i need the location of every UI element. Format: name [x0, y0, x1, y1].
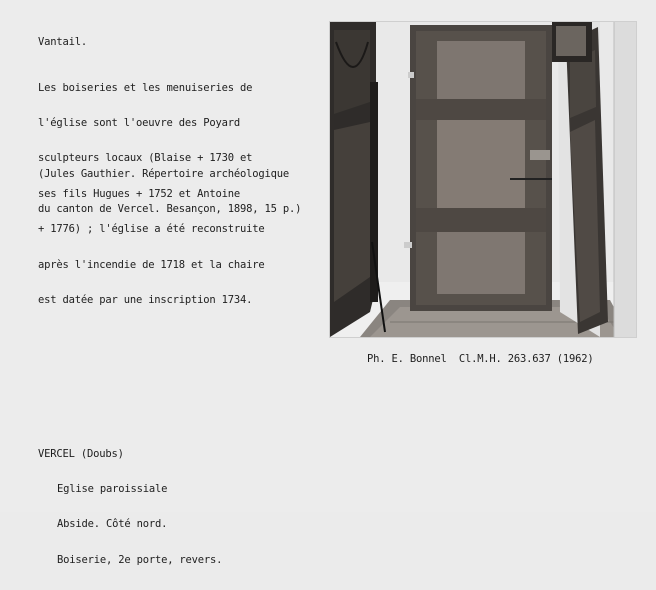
citation-line: (Jules Gauthier. Répertoire archéologique [38, 167, 289, 180]
place-name: VERCEL (Doubs) [38, 447, 124, 460]
description-line: l'église sont l'oeuvre des Poyard [38, 116, 241, 129]
description-line: Les boiseries et les menuiseries de [38, 81, 253, 94]
description-line: + 1776) ; l'église a été reconstruite [38, 223, 265, 236]
description-line: sculpteurs locaux (Blaise + 1730 et [38, 152, 253, 165]
description-line: après l'incendie de 1718 et la chaire [38, 258, 265, 271]
location-block [38, 425, 222, 590]
citation-line: du canton de Vercel. Besançon, 1898, 15 p.) [38, 202, 302, 215]
card-title: Vantail. [38, 36, 87, 48]
door-photograph [329, 21, 637, 338]
object-name: Boiserie, 2e porte, revers. [57, 553, 223, 566]
building-name: Eglise paroissiale [57, 482, 168, 495]
source-citation [38, 145, 301, 239]
photo-credit: Ph. E. Bonnel Cl.M.H. 263.637 (1962) [367, 353, 594, 365]
description-line: ses fils Hugues + 1752 et Antoine [38, 187, 241, 200]
area-name: Abside. Côté nord. [57, 518, 168, 531]
description-line: est datée par une inscription 1734. [38, 293, 253, 306]
